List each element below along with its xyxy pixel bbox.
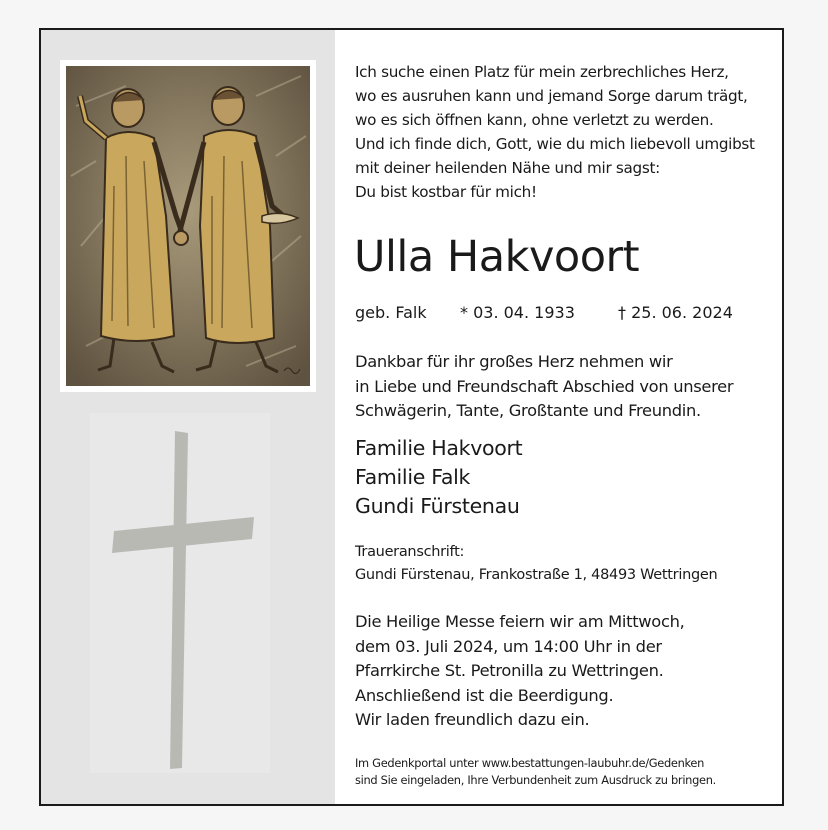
mass-line: Die Heilige Messe feiern wir am Mittwoch,	[355, 612, 685, 631]
birth-date: * 03. 04. 1933	[460, 303, 575, 322]
address-text: Gundi Fürstenau, Frankostraße 1, 48493 Wettringen	[355, 567, 718, 583]
poem-line: wo es sich öffnen kann, ohne verletzt zu werden.	[355, 111, 714, 129]
thanks-line: in Liebe und Freundschaft Abschied von unserer	[355, 376, 734, 396]
portal-line: Im Gedenkportal unter www.bestattungen-laubuhr.de/Gedenken	[355, 756, 705, 770]
poem-line: wo es ausruhen kann und jemand Sorge darum trägt,	[355, 87, 748, 105]
mass-line: Wir laden freundlich dazu ein.	[355, 710, 590, 729]
side-panel	[41, 30, 335, 804]
deceased-name: Ulla Hakvoort	[354, 232, 640, 282]
cross-panel	[90, 413, 270, 773]
thanks-line: Schwägerin, Tante, Großtante und Freundin.	[355, 401, 701, 420]
mourners	[355, 434, 522, 521]
mourning-address	[355, 541, 717, 587]
poem-line: Und ich finde dich, Gott, wie du mich liebevoll umgibst	[355, 135, 755, 153]
birth-name: geb. Falk	[355, 303, 427, 322]
poem-line: Du bist kostbar für mich!	[355, 183, 537, 201]
portal-line: sind Sie eingeladen, Ihre Verbundenheit zum Ausdruck zu bringen.	[355, 773, 716, 787]
thanks-line: Dankbar für ihr großes Herz nehmen wir	[355, 352, 673, 371]
death-date: † 25. 06. 2024	[618, 303, 733, 322]
text-column	[355, 30, 775, 804]
address-label: Traueranschrift:	[355, 544, 465, 560]
mourner-name: Familie Hakvoort	[355, 436, 523, 460]
mourner-name: Familie Falk	[355, 465, 471, 489]
mass-line: Pfarrkirche St. Petronilla zu Wettringen.	[355, 661, 664, 680]
memorial-portal-note	[355, 755, 716, 789]
mass-line: Anschließend ist die Beerdigung.	[355, 685, 614, 705]
mass-line: dem 03. Juli 2024, um 14:00 Uhr in der	[355, 636, 662, 656]
poem	[355, 60, 755, 204]
painting-image	[66, 66, 310, 386]
mourner-name: Gundi Fürstenau	[355, 494, 520, 518]
mass-announcement	[355, 610, 685, 733]
thanks-text	[355, 350, 733, 424]
poem-line: mit deiner heilenden Nähe und mir sagst:	[355, 159, 660, 177]
poem-line: Ich suche einen Platz für mein zerbrechliches Herz,	[355, 63, 729, 81]
cross-icon	[90, 413, 270, 773]
painting-frame	[60, 60, 316, 392]
obituary-card	[39, 28, 784, 806]
